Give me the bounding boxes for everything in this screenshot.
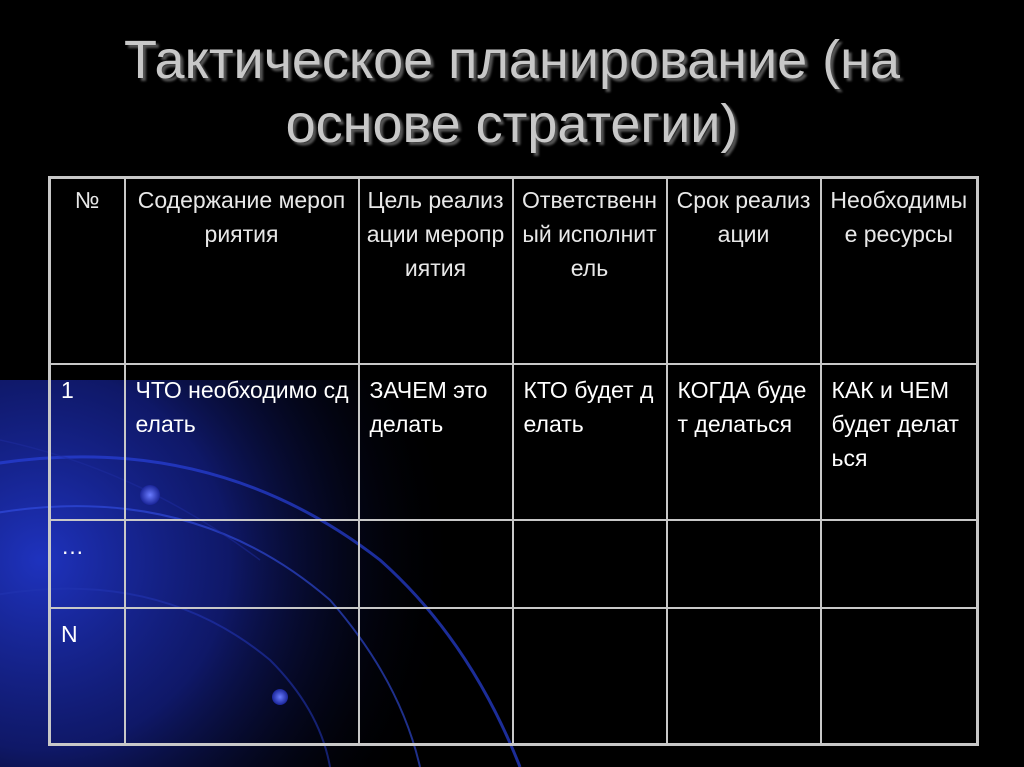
table-cell xyxy=(667,520,821,608)
table-cell xyxy=(359,520,513,608)
table-row xyxy=(50,364,978,520)
header-resources: Необходимые ресурсы xyxy=(821,178,978,365)
table-cell: ЧТО необходимо сделать xyxy=(125,364,359,520)
table-row xyxy=(50,520,978,608)
table-cell xyxy=(513,608,667,745)
table-cell xyxy=(667,608,821,745)
tactical-plan-table xyxy=(48,176,979,746)
header-number: № xyxy=(50,178,125,365)
table-cell: N xyxy=(50,608,125,745)
table-row xyxy=(50,608,978,745)
table-cell xyxy=(513,520,667,608)
header-responsible: Ответственный исполнитель xyxy=(513,178,667,365)
table-cell: … xyxy=(50,520,125,608)
table-cell xyxy=(821,608,978,745)
table-cell: ЗАЧЕМ это делать xyxy=(359,364,513,520)
table-cell xyxy=(821,520,978,608)
header-activity-content: Содержание мероприятия xyxy=(125,178,359,365)
table-header-row xyxy=(50,178,978,365)
table-cell xyxy=(359,608,513,745)
table-cell: КОГДА будет делаться xyxy=(667,364,821,520)
slide-title xyxy=(60,28,964,156)
header-deadline: Срок реализации xyxy=(667,178,821,365)
title-line-2: основе стратегии) xyxy=(285,94,739,154)
table-cell: КТО будет делать xyxy=(513,364,667,520)
table-cell xyxy=(125,520,359,608)
table-cell xyxy=(125,608,359,745)
title-line-1: Тактическое планирование (на xyxy=(124,30,900,90)
table-cell: КАК и ЧЕМ будет делаться xyxy=(821,364,978,520)
header-goal: Цель реализации мероприятия xyxy=(359,178,513,365)
table-cell: 1 xyxy=(50,364,125,520)
